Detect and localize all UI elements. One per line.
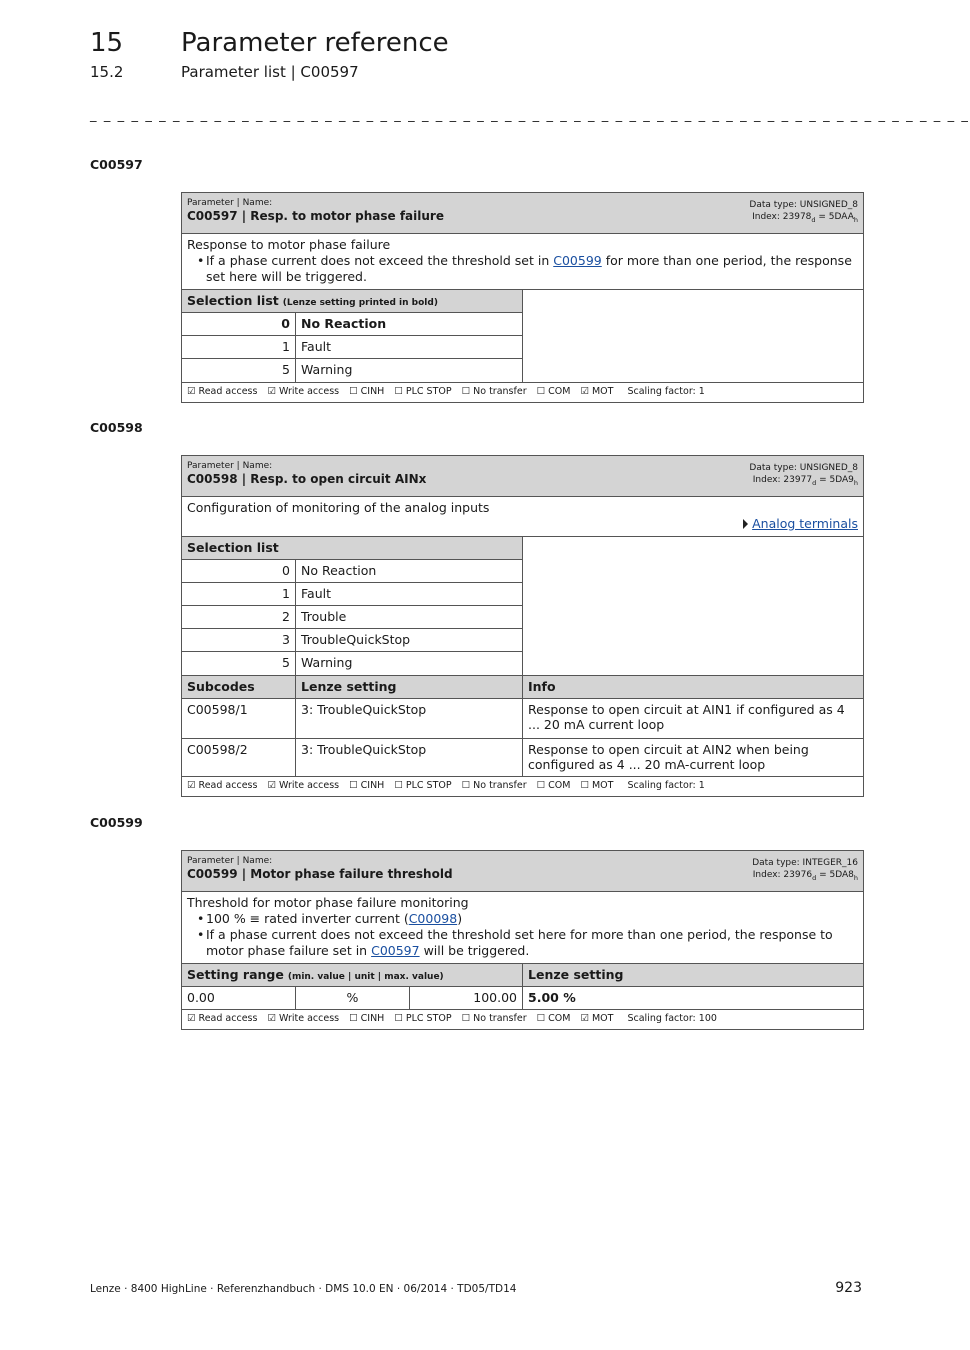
param-datatype (749, 462, 858, 489)
param-table-c00597 (181, 192, 864, 403)
selection-row (182, 629, 522, 652)
selection-row (182, 560, 522, 583)
header-divider: _ _ _ _ _ _ _ _ _ _ _ _ _ _ _ _ _ _ _ _ _ _ _ _ _ _ _ _ _ _ _ _ _ _ _ _ _ _ _ _ _ _ _ _ _ _ _ _ _ _ _ _ _ _ _ _ _ _ _ _ _ _ _ _ (90, 108, 970, 123)
range-note: (min. value | unit | max. value) (287, 972, 444, 982)
info-header: Info (528, 679, 556, 694)
footer-com: ☐ COM (536, 1013, 571, 1024)
access-footer (182, 1010, 863, 1029)
footer-plc-stop: ☐ PLC STOP (394, 386, 452, 397)
param-name: C00597 | Resp. to motor phase failure (187, 209, 444, 223)
bullet-text: will be triggered. (419, 943, 530, 958)
data-type: Data type: UNSIGNED_8 (749, 200, 858, 210)
footer-mot: ☐ MOT (580, 780, 614, 791)
data-type: Data type: INTEGER_16 (752, 858, 858, 868)
option-value: 0 (182, 313, 296, 335)
chapter-number: 15 (90, 28, 124, 58)
footer-no-transfer: ☐ No transfer (461, 386, 527, 397)
page-number: 923 (835, 1280, 862, 1296)
param-description (182, 234, 863, 290)
footer-write: ☑ Write access (267, 780, 340, 791)
subcodes-header: Subcodes (182, 676, 296, 698)
footer-read: ☑ Read access (187, 386, 258, 397)
selection-row (182, 606, 522, 629)
param-datatype (749, 199, 858, 226)
document-footer: Lenze · 8400 HighLine · Referenzhandbuch · DMS 10.0 EN · 06/2014 · TD05/TD14 (90, 1283, 517, 1295)
lenze-setting-header: Lenze setting (528, 967, 624, 982)
param-name-label: Parameter | Name: (187, 461, 273, 471)
selection-row (182, 652, 522, 675)
footer-no-transfer: ☐ No transfer (461, 1013, 527, 1024)
bullet-text: for more than one period, the response set here will be triggered. (206, 253, 852, 284)
section-title: Parameter list | C00597 (181, 63, 359, 81)
chapter-title: Parameter reference (181, 28, 449, 58)
footer-com: ☐ COM (536, 386, 571, 397)
index-h: h (853, 478, 858, 487)
footer-cinh: ☐ CINH (349, 386, 385, 397)
footer-mot: ☑ MOT (580, 1013, 614, 1024)
param-name-label: Parameter | Name: (187, 198, 273, 208)
access-footer (182, 777, 863, 796)
subcode-setting: 3: TroubleQuickStop (296, 699, 523, 738)
param-table-c00598 (181, 455, 864, 797)
range-title: Setting range (187, 967, 284, 982)
link-analog-terminals[interactable]: Analog terminals (752, 516, 858, 531)
data-type: Data type: UNSIGNED_8 (749, 463, 858, 473)
option-value: 5 (182, 652, 296, 675)
bullet-text: 100 % ≡ rated inverter current ( (206, 911, 409, 926)
index-mid: = 5DA9 (816, 475, 854, 485)
option-value: 1 (182, 336, 296, 358)
desc-text: Response to motor phase failure (187, 237, 391, 252)
option-value: 3 (182, 629, 296, 651)
option-value: 2 (182, 606, 296, 628)
desc-bullet (197, 911, 858, 927)
param-datatype (752, 857, 858, 884)
option-label: TroubleQuickStop (301, 632, 411, 647)
setting-range-header (182, 964, 523, 986)
range-header-row (182, 964, 863, 987)
index-d: d (811, 215, 816, 224)
subcode-info: Response to open circuit at AIN1 if configured as 4 ... 20 mA current loop (528, 702, 845, 732)
footer-plc-stop: ☐ PLC STOP (394, 780, 452, 791)
index-h: h (853, 873, 858, 882)
index-mid: = 5DA8 (816, 870, 854, 880)
footer-read: ☑ Read access (187, 780, 258, 791)
option-value: 0 (182, 560, 296, 582)
param-description (182, 497, 863, 537)
section-label-c00597: C00597 (90, 157, 143, 172)
selection-title: Selection list (187, 293, 279, 308)
index (752, 869, 858, 884)
desc-bullet (197, 253, 858, 285)
footer-read: ☑ Read access (187, 1013, 258, 1024)
option-label: No Reaction (301, 316, 387, 331)
analog-terminals-link-row (187, 516, 858, 532)
footer-write: ☑ Write access (267, 386, 340, 397)
footer-write: ☑ Write access (267, 1013, 340, 1024)
subcode-info: Response to open circuit at AIN2 when being configured as 4 ... 20 mA-current loop (528, 742, 809, 772)
access-footer (182, 383, 863, 402)
subcode-setting: 3: TroubleQuickStop (296, 739, 523, 776)
option-value: 1 (182, 583, 296, 605)
footer-scaling: Scaling factor: 100 (627, 1013, 717, 1024)
param-header (182, 193, 863, 234)
desc-text: Threshold for motor phase failure monitoring (187, 895, 469, 910)
index-pre: Index: 23978 (752, 212, 812, 222)
link-c00599[interactable]: C00599 (553, 253, 602, 268)
param-table-c00599 (181, 850, 864, 1030)
desc-text: Configuration of monitoring of the analog inputs (187, 500, 490, 515)
footer-scaling: Scaling factor: 1 (627, 780, 705, 791)
unit: % (296, 987, 410, 1009)
option-label: No Reaction (301, 563, 377, 578)
index-pre: Index: 23977 (752, 475, 813, 485)
option-label: Fault (301, 586, 331, 601)
subcode-row (182, 739, 863, 777)
footer-com: ☐ COM (536, 780, 571, 791)
index (749, 211, 858, 226)
footer-no-transfer: ☐ No transfer (461, 780, 527, 791)
subcode-row (182, 699, 863, 739)
option-label: Warning (301, 655, 353, 670)
param-header (182, 851, 863, 892)
subcode: C00598/1 (182, 699, 296, 738)
section-label-c00598: C00598 (90, 420, 143, 435)
index-mid: = 5DAA (815, 212, 854, 222)
min-value: 0.00 (182, 987, 296, 1009)
selection-row (182, 359, 522, 382)
footer-scaling: Scaling factor: 1 (627, 386, 705, 397)
param-header (182, 456, 863, 497)
max-value: 100.00 (410, 987, 523, 1009)
param-name: C00598 | Resp. to open circuit AINx (187, 472, 427, 486)
subcode: C00598/2 (182, 739, 296, 776)
selection-list-header (182, 290, 522, 313)
selection-row (182, 336, 522, 359)
bullet-text: If a phase current does not exceed the threshold set in (206, 253, 554, 268)
arrow-right-icon (743, 519, 748, 529)
subcodes-header-row (182, 676, 863, 699)
link-c00597[interactable]: C00597 (371, 943, 420, 958)
selection-row (182, 583, 522, 606)
section-number: 15.2 (90, 63, 124, 81)
selection-note: (Lenze setting printed in bold) (282, 298, 438, 308)
index-pre: Index: 23976 (752, 870, 813, 880)
index-d: d (812, 478, 817, 487)
range-value-row (182, 987, 863, 1010)
link-c00098[interactable]: C00098 (408, 911, 458, 926)
option-label: Fault (301, 339, 331, 354)
index (749, 474, 858, 489)
param-name: C00599 | Motor phase failure threshold (187, 867, 453, 881)
index-h: h (853, 215, 858, 224)
lenze-setting-header: Lenze setting (296, 676, 523, 698)
option-label: Trouble (301, 609, 347, 624)
section-label-c00599: C00599 (90, 815, 143, 830)
option-value: 5 (182, 359, 296, 382)
option-label: Warning (301, 362, 353, 377)
selection-list-header: Selection list (182, 537, 522, 560)
selection-row (182, 313, 522, 336)
footer-cinh: ☐ CINH (349, 1013, 385, 1024)
bullet-text: ) (457, 911, 463, 926)
lenze-value: 5.00 % (528, 990, 576, 1005)
param-description (182, 892, 863, 964)
param-name-label: Parameter | Name: (187, 856, 273, 866)
index-d: d (812, 873, 817, 882)
bullet-text: If a phase current does not exceed the threshold set here for more than one period, the response to motor phase failure set in (206, 927, 833, 958)
desc-bullet (197, 927, 858, 959)
footer-cinh: ☐ CINH (349, 780, 385, 791)
footer-mot: ☑ MOT (580, 386, 614, 397)
footer-plc-stop: ☐ PLC STOP (394, 1013, 452, 1024)
